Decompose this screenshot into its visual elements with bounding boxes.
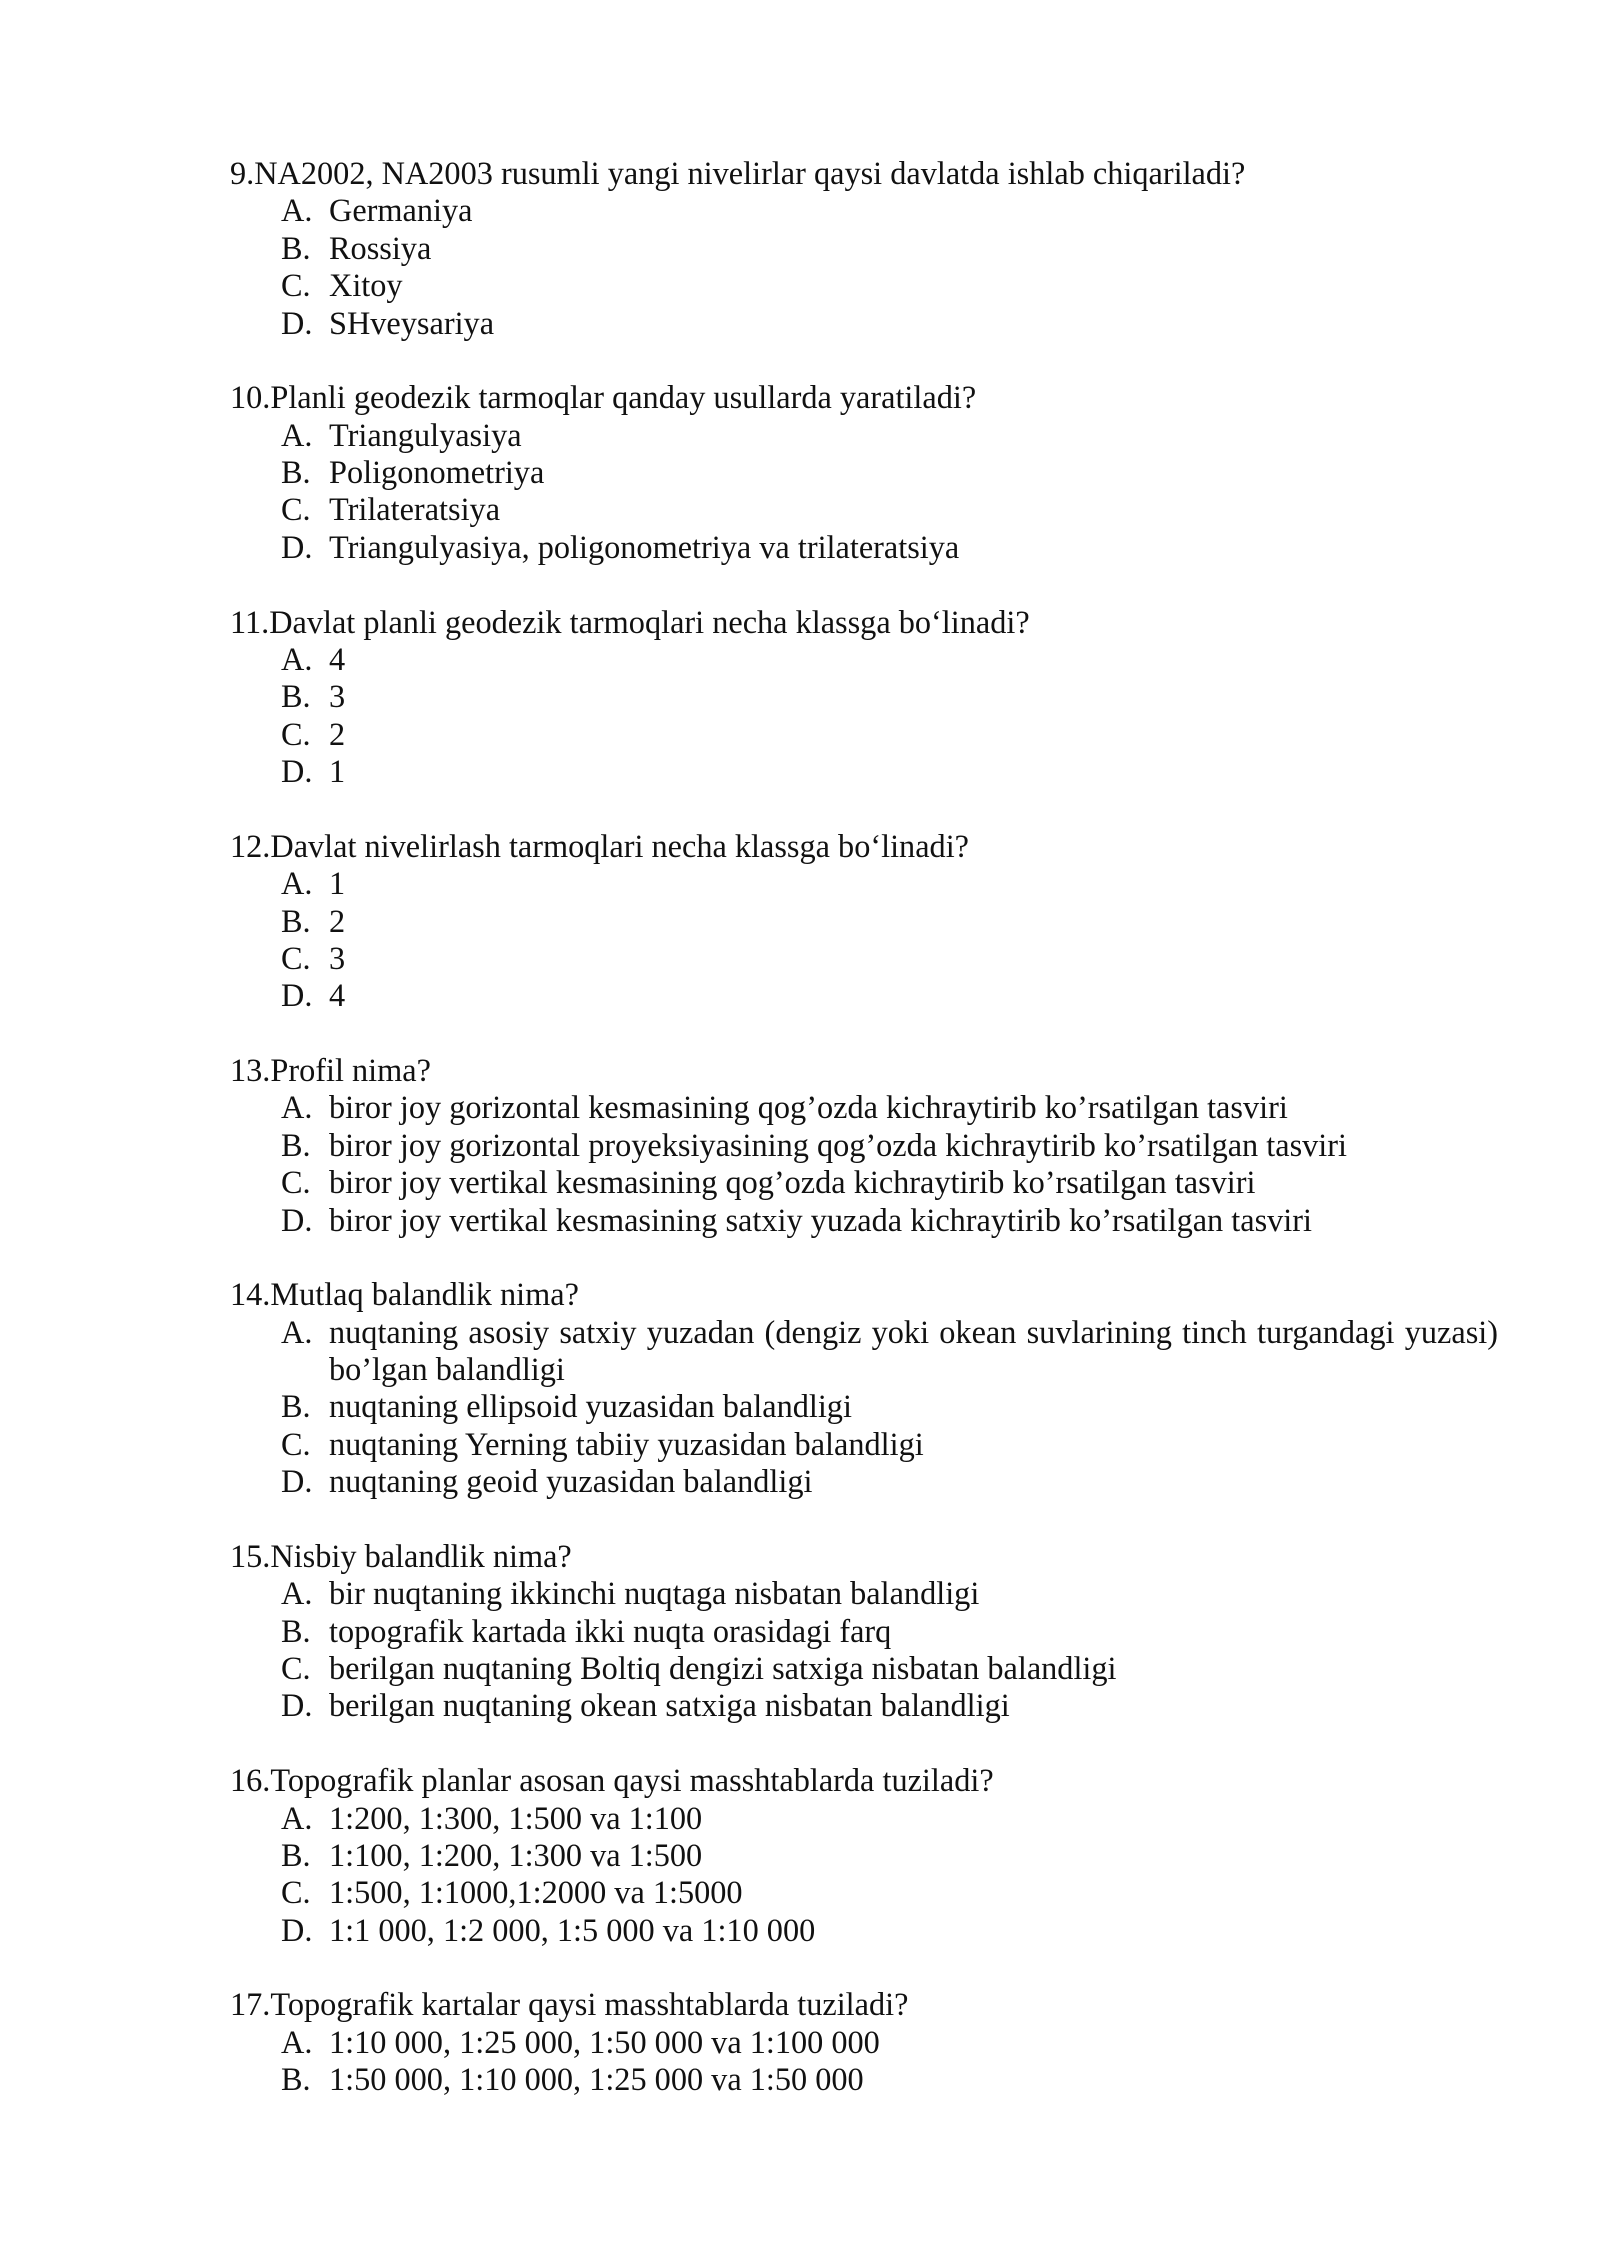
option-letter: D. <box>281 304 313 341</box>
question-line <box>230 155 1498 192</box>
option-letter: A. <box>281 1089 313 1126</box>
answer-option <box>230 1202 1498 1239</box>
answer-option <box>230 1874 1498 1911</box>
question-block <box>230 828 1498 1015</box>
option-text: 1:10 000, 1:25 000, 1:50 000 va 1:100 000 <box>329 2023 880 2060</box>
answer-option <box>230 529 1498 566</box>
answer-option <box>230 1837 1498 1874</box>
question-text: Topografik planlar asosan qaysi masshtablarda tuziladi? <box>270 1762 994 1799</box>
answer-option <box>230 1800 1498 1837</box>
option-text: 3 <box>329 939 346 976</box>
option-text: 3 <box>329 678 346 715</box>
option-text: Rossiya <box>329 229 432 266</box>
option-letter: B. <box>281 1612 311 1649</box>
answer-option <box>230 940 1498 977</box>
question-text: Profil nima? <box>270 1052 431 1088</box>
answer-option <box>230 1613 1498 1650</box>
option-text: berilgan nuqtaning okean satxiga nisbatan balandligi <box>329 1687 1010 1724</box>
option-text: 1 <box>329 865 346 902</box>
option-letter: C. <box>281 1874 311 1911</box>
question-line <box>230 604 1498 641</box>
option-letter: A. <box>281 1313 313 1350</box>
answer-option <box>230 716 1498 753</box>
option-letter: A. <box>281 192 313 229</box>
question-block <box>230 1052 1498 1239</box>
answer-option <box>230 267 1498 304</box>
question-number: 13. <box>230 1052 271 1088</box>
option-letter: D. <box>281 977 313 1014</box>
answer-option <box>230 1463 1498 1500</box>
answer-option <box>230 903 1498 940</box>
option-letter: A. <box>281 640 313 677</box>
answer-option <box>230 1575 1498 1612</box>
answer-option <box>230 1426 1498 1463</box>
question-text: Topografik kartalar qaysi masshtablarda tuziladi? <box>270 1986 909 2023</box>
option-text: 1:50 000, 1:10 000, 1:25 000 va 1:50 000 <box>329 2061 864 2098</box>
option-letter: B. <box>281 454 311 490</box>
question-block <box>230 379 1498 566</box>
answer-option <box>230 977 1498 1014</box>
option-text: biror joy vertikal kesmasining satxiy yuzada kichraytirib ko’rsatilgan tasviri <box>329 1201 1313 1238</box>
answer-option <box>230 1089 1498 1126</box>
question-number: 12. <box>230 827 271 864</box>
option-text: topografik kartada ikki nuqta orasidagi farq <box>329 1612 892 1649</box>
answer-option <box>230 2024 1498 2061</box>
answer-option <box>230 865 1498 902</box>
option-letter: B. <box>281 1388 311 1425</box>
option-text: 1:500, 1:1000,1:2000 va 1:5000 <box>329 1874 743 1911</box>
question-line <box>230 1538 1498 1575</box>
option-text: biror joy gorizontal proyeksiyasining qog’ozda kichraytirib ko’rsatilgan tasviri <box>329 1126 1347 1163</box>
option-letter: A. <box>281 1799 313 1836</box>
answer-option <box>230 454 1498 491</box>
question-text: Nisbiy balandlik nima? <box>270 1537 572 1574</box>
question-text: NA2002, NA2003 rusumli yangi nivelirlar qaysi davlatda ishlab chiqariladi? <box>254 155 1246 191</box>
option-letter: D. <box>281 753 313 789</box>
question-text: Davlat nivelirlash tarmoqlari necha klassga bo‘linadi? <box>270 827 970 864</box>
question-line <box>230 379 1498 416</box>
answer-option <box>230 1164 1498 1201</box>
option-text: Triangulyasiya <box>329 416 522 453</box>
answer-option <box>230 1912 1498 1949</box>
option-text: Germaniya <box>329 192 473 229</box>
option-text: biror joy vertikal kesmasining qog’ozda kichraytirib ko’rsatilgan tasviri <box>329 1164 1256 1201</box>
option-letter: B. <box>281 229 311 266</box>
option-text: nuqtaning Yerning tabiiy yuzasidan balandligi <box>329 1425 924 1462</box>
option-letter: C. <box>281 1425 311 1462</box>
option-text: 2 <box>329 715 346 752</box>
answer-option <box>230 305 1498 342</box>
option-letter: B. <box>281 902 311 939</box>
question-number: 17. <box>230 1986 271 2023</box>
option-letter: A. <box>281 1575 313 1612</box>
question-block <box>230 604 1498 791</box>
answer-option <box>230 417 1498 454</box>
question-line <box>230 1986 1498 2023</box>
answer-option <box>230 753 1498 790</box>
question-text: Planli geodezik tarmoqlar qanday usullarda yaratiladi? <box>270 379 977 416</box>
option-letter: A. <box>281 865 313 902</box>
answer-option <box>230 192 1498 229</box>
option-letter: A. <box>281 2023 313 2060</box>
option-letter: C. <box>281 939 311 976</box>
option-text: Poligonometriya <box>329 454 545 490</box>
answer-option <box>230 1127 1498 1164</box>
option-text: nuqtaning asosiy satxiy yuzadan (dengiz yoki okean suvlarining tinch turgandagi yuzasi) bo’lgan balandligi <box>329 1313 1498 1387</box>
answer-option <box>230 2061 1498 2098</box>
answer-option <box>230 678 1498 715</box>
option-letter: C. <box>281 267 311 304</box>
question-number: 16. <box>230 1762 271 1799</box>
question-block <box>230 1276 1498 1500</box>
question-line <box>230 1052 1498 1089</box>
question-number: 10. <box>230 379 271 416</box>
answer-option <box>230 1314 1498 1389</box>
option-text: nuqtaning geoid yuzasidan balandligi <box>329 1463 813 1500</box>
option-letter: D. <box>281 1463 313 1500</box>
option-letter: B. <box>281 1836 311 1873</box>
option-text: 1:100, 1:200, 1:300 va 1:500 <box>329 1836 703 1873</box>
option-text: Trilateratsiya <box>329 491 501 528</box>
option-letter: D. <box>281 1911 313 1948</box>
option-text: 1:200, 1:300, 1:500 va 1:100 <box>329 1799 703 1836</box>
option-text: bir nuqtaning ikkinchi nuqtaga nisbatan balandligi <box>329 1575 980 1612</box>
option-letter: D. <box>281 528 313 565</box>
answer-option <box>230 1687 1498 1724</box>
option-letter: A. <box>281 416 313 453</box>
option-letter: D. <box>281 1201 313 1238</box>
option-letter: C. <box>281 1650 311 1686</box>
answer-option <box>230 641 1498 678</box>
option-letter: B. <box>281 1126 311 1163</box>
option-letter: B. <box>281 678 311 715</box>
quiz-content <box>230 155 1498 2136</box>
option-text: 1:1 000, 1:2 000, 1:5 000 va 1:10 000 <box>329 1911 816 1948</box>
question-text: Davlat planli geodezik tarmoqlari necha klassga bo‘linadi? <box>269 603 1030 640</box>
question-number: 9. <box>230 155 255 191</box>
question-number: 11. <box>230 603 270 640</box>
option-text: nuqtaning ellipsoid yuzasidan balandligi <box>329 1388 852 1425</box>
question-text: Mutlaq balandlik nima? <box>270 1276 579 1313</box>
option-letter: C. <box>281 715 311 752</box>
answer-option <box>230 491 1498 528</box>
question-number: 14. <box>230 1276 271 1313</box>
option-letter: C. <box>281 491 311 528</box>
option-text: 1 <box>329 753 346 789</box>
option-letter: B. <box>281 2061 311 2098</box>
question-block <box>230 155 1498 342</box>
option-text: 4 <box>329 977 346 1014</box>
question-line <box>230 1276 1498 1313</box>
question-line <box>230 828 1498 865</box>
option-text: 4 <box>329 640 346 677</box>
question-block <box>230 1986 1498 2098</box>
option-letter: D. <box>281 1687 313 1724</box>
answer-option <box>230 1388 1498 1425</box>
question-block <box>230 1762 1498 1949</box>
question-line <box>230 1762 1498 1799</box>
option-text: Triangulyasiya, poligonometriya va trilateratsiya <box>329 528 960 565</box>
option-text: Xitoy <box>329 267 403 304</box>
question-number: 15. <box>230 1537 271 1574</box>
option-text: SHveysariya <box>329 304 495 341</box>
answer-option <box>230 230 1498 267</box>
option-text: berilgan nuqtaning Boltiq dengizi satxiga nisbatan balandligi <box>329 1650 1117 1686</box>
option-letter: C. <box>281 1164 311 1201</box>
question-block <box>230 1538 1498 1725</box>
option-text: 2 <box>329 902 346 939</box>
answer-option <box>230 1650 1498 1687</box>
option-text: biror joy gorizontal kesmasining qog’ozda kichraytirib ko’rsatilgan tasviri <box>329 1089 1288 1126</box>
